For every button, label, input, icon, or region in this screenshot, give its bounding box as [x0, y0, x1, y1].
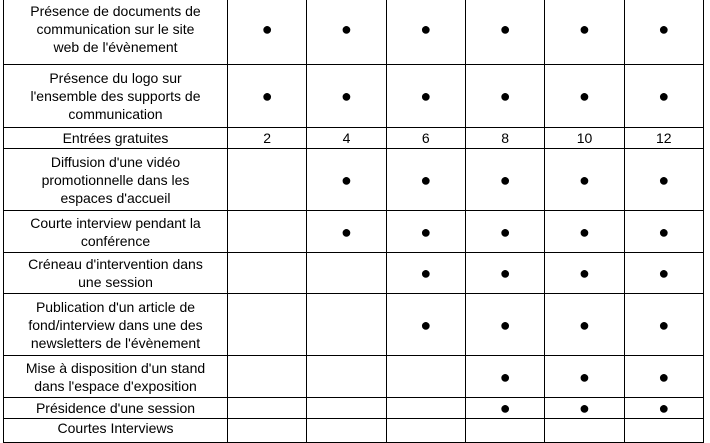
sponsorship-benefits-table	[3, 0, 704, 443]
row-label: Courte interview pendant la conférence	[4, 211, 228, 253]
table-cell	[228, 356, 307, 398]
table-cell: ●	[228, 65, 307, 128]
table-cell: 6	[386, 128, 465, 149]
table-row	[4, 253, 704, 294]
table-cell: 8	[465, 128, 544, 149]
row-label: Présence de documents de communication sur le site web de l'évènement	[4, 0, 228, 65]
table-cell	[228, 419, 307, 443]
table-cell: 2	[228, 128, 307, 149]
table-cell	[307, 294, 386, 356]
table-row	[4, 128, 704, 149]
table-cell: ●	[545, 149, 624, 211]
table-cell	[545, 419, 624, 443]
table-row	[4, 0, 704, 65]
table-cell: 12	[624, 128, 703, 149]
table-cell: ●	[386, 65, 465, 128]
table-cell: ●	[307, 149, 386, 211]
table-cell: 10	[545, 128, 624, 149]
row-label: Courtes Interviews	[4, 419, 228, 443]
row-label: Présidence d'une session	[4, 398, 228, 419]
table-cell: ●	[307, 0, 386, 65]
table-row	[4, 419, 704, 443]
table-cell: ●	[545, 253, 624, 294]
table-row	[4, 398, 704, 419]
table-cell	[465, 419, 544, 443]
table-cell: ●	[545, 398, 624, 419]
table-cell	[228, 211, 307, 253]
table-cell: ●	[386, 294, 465, 356]
table-cell: ●	[465, 398, 544, 419]
table-cell: ●	[624, 149, 703, 211]
table-cell	[307, 419, 386, 443]
table-row	[4, 294, 704, 356]
table-cell: ●	[465, 356, 544, 398]
table-cell	[228, 398, 307, 419]
table-cell: ●	[465, 65, 544, 128]
table-cell	[307, 398, 386, 419]
table-cell: ●	[624, 0, 703, 65]
table-cell: ●	[545, 356, 624, 398]
table-row	[4, 149, 704, 211]
table-cell: ●	[465, 253, 544, 294]
table-cell	[386, 356, 465, 398]
table-cell: ●	[624, 211, 703, 253]
table-cell: ●	[386, 149, 465, 211]
table-cell: ●	[624, 356, 703, 398]
table-cell: ●	[228, 0, 307, 65]
table-cell: ●	[545, 294, 624, 356]
table-cell	[307, 356, 386, 398]
table-cell: ●	[386, 253, 465, 294]
table-cell: ●	[465, 149, 544, 211]
table-cell: ●	[624, 398, 703, 419]
table-cell	[386, 419, 465, 443]
table-cell: ●	[386, 211, 465, 253]
table-cell	[386, 398, 465, 419]
table-cell: ●	[386, 0, 465, 65]
row-label: Créneau d'intervention dans une session	[4, 253, 228, 294]
table-cell	[228, 149, 307, 211]
table-cell: ●	[465, 294, 544, 356]
table-cell	[624, 419, 703, 443]
table-cell	[307, 253, 386, 294]
table-cell	[228, 253, 307, 294]
table-cell: ●	[624, 253, 703, 294]
row-label: Entrées gratuites	[4, 128, 228, 149]
table-row	[4, 65, 704, 128]
table-row	[4, 211, 704, 253]
table-cell: ●	[545, 0, 624, 65]
row-label: Diffusion d'une vidéo promotionnelle dans les espaces d'accueil	[4, 149, 228, 211]
table-cell: 4	[307, 128, 386, 149]
table-cell: ●	[624, 65, 703, 128]
row-label: Présence du logo sur l'ensemble des supports de communication	[4, 65, 228, 128]
table-cell: ●	[465, 211, 544, 253]
table-cell: ●	[307, 211, 386, 253]
table-cell: ●	[307, 65, 386, 128]
table-row	[4, 356, 704, 398]
table-cell: ●	[465, 0, 544, 65]
row-label: Publication d'un article de fond/interview dans une des newsletters de l'évènement	[4, 294, 228, 356]
row-label: Mise à disposition d'un stand dans l'espace d'exposition	[4, 356, 228, 398]
table-cell: ●	[624, 294, 703, 356]
table-cell: ●	[545, 65, 624, 128]
table-cell: ●	[545, 211, 624, 253]
table-cell	[228, 294, 307, 356]
